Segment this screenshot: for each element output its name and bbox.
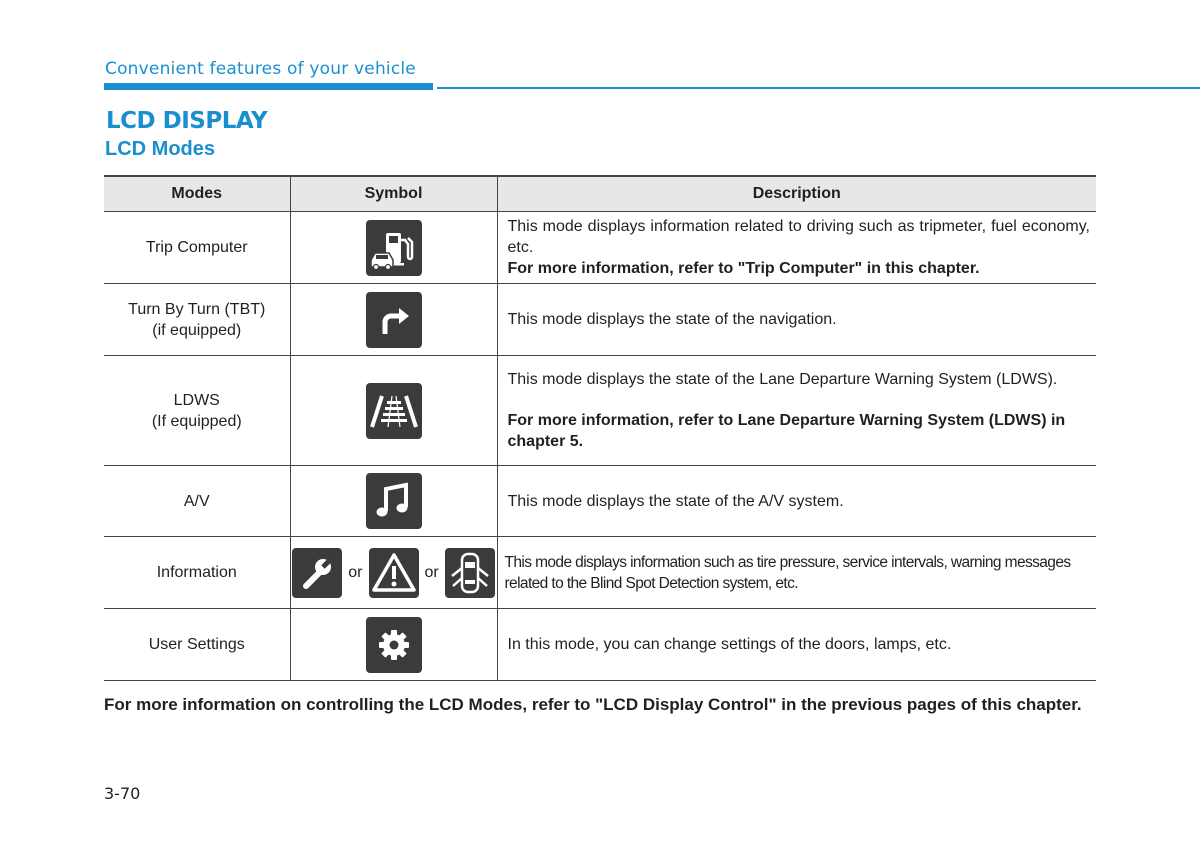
description-text: In this mode, you can change settings of the doors, lamps, etc. (507, 636, 952, 653)
header-rule-thick (104, 83, 433, 90)
lane-departure-icon (366, 383, 422, 439)
mode-cell (104, 284, 290, 356)
page-subtitle: LCD Modes (105, 138, 215, 160)
mode-cell (104, 212, 290, 284)
mode-cell (104, 466, 290, 537)
mode-name: Turn By Turn (TBT) (128, 300, 266, 318)
mode-name: User Settings (148, 636, 245, 653)
warning-triangle-icon (369, 548, 419, 598)
symbol-cell (290, 212, 497, 284)
table-row (104, 537, 1096, 609)
table-row (104, 466, 1096, 537)
table-header-row (104, 176, 1096, 212)
mode-qualifier: (if equipped) (152, 321, 242, 339)
description-text: This mode displays information related to driving such as tripmeter, fuel economy, etc. (507, 218, 1090, 256)
table-row (104, 356, 1096, 466)
description-reference: For more information, refer to "Trip Computer" in this chapter. (507, 260, 980, 277)
page-title: LCD DISPLAY (106, 108, 268, 134)
lcd-modes-table (104, 175, 1096, 681)
section-header: Convenient features of your vehicle (105, 59, 416, 79)
description-cell (497, 284, 1096, 356)
column-header-symbol: Symbol (290, 176, 497, 212)
table-row (104, 212, 1096, 284)
or-separator: or (424, 563, 439, 581)
description-reference: For more information, refer to Lane Departure Warning System (LDWS) in chapter 5. (507, 412, 1066, 450)
turn-arrow-icon (366, 292, 422, 348)
mode-name: A/V (183, 492, 210, 510)
description-cell (497, 356, 1096, 466)
music-note-icon (366, 473, 422, 529)
symbol-cell (290, 537, 497, 609)
table-row (104, 284, 1096, 356)
description-cell (497, 537, 1096, 609)
column-header-modes: Modes (104, 176, 290, 212)
mode-cell (104, 537, 290, 609)
mode-qualifier: (If equipped) (151, 412, 242, 430)
description-text: This mode displays the state of the navigation. (507, 311, 837, 328)
symbol-cell (290, 284, 497, 356)
description-cell (497, 212, 1096, 284)
mode-cell (104, 356, 290, 466)
symbol-cell (290, 356, 497, 466)
footer-note: For more information on controlling the LCD Modes, refer to "LCD Display Control" in the previous pages of this chapter. (104, 695, 1082, 714)
wrench-icon (292, 548, 342, 598)
description-text: This mode displays the state of the A/V system. (507, 492, 844, 510)
description-text: This mode displays the state of the Lane Departure Warning System (LDWS). (507, 371, 1058, 388)
mode-name: LDWS (173, 391, 220, 409)
header-rule-thin (437, 87, 1200, 89)
page-number: 3-70 (104, 784, 141, 803)
description-cell (497, 609, 1096, 681)
symbol-cell (290, 466, 497, 537)
table-row (104, 609, 1096, 681)
car-doors-icon (445, 548, 495, 598)
gear-icon (366, 617, 422, 673)
description-text: This mode displays information such as tire pressure, service intervals, warning messages related to the Blind Spot Detection system, etc. (504, 553, 1071, 592)
mode-name: Trip Computer (145, 239, 248, 256)
or-separator: or (348, 563, 363, 581)
fuel-pump-car-icon (366, 220, 422, 276)
description-cell (497, 466, 1096, 537)
mode-name: Information (156, 564, 237, 581)
mode-cell (104, 609, 290, 681)
column-header-description: Description (497, 176, 1096, 212)
symbol-cell (290, 609, 497, 681)
